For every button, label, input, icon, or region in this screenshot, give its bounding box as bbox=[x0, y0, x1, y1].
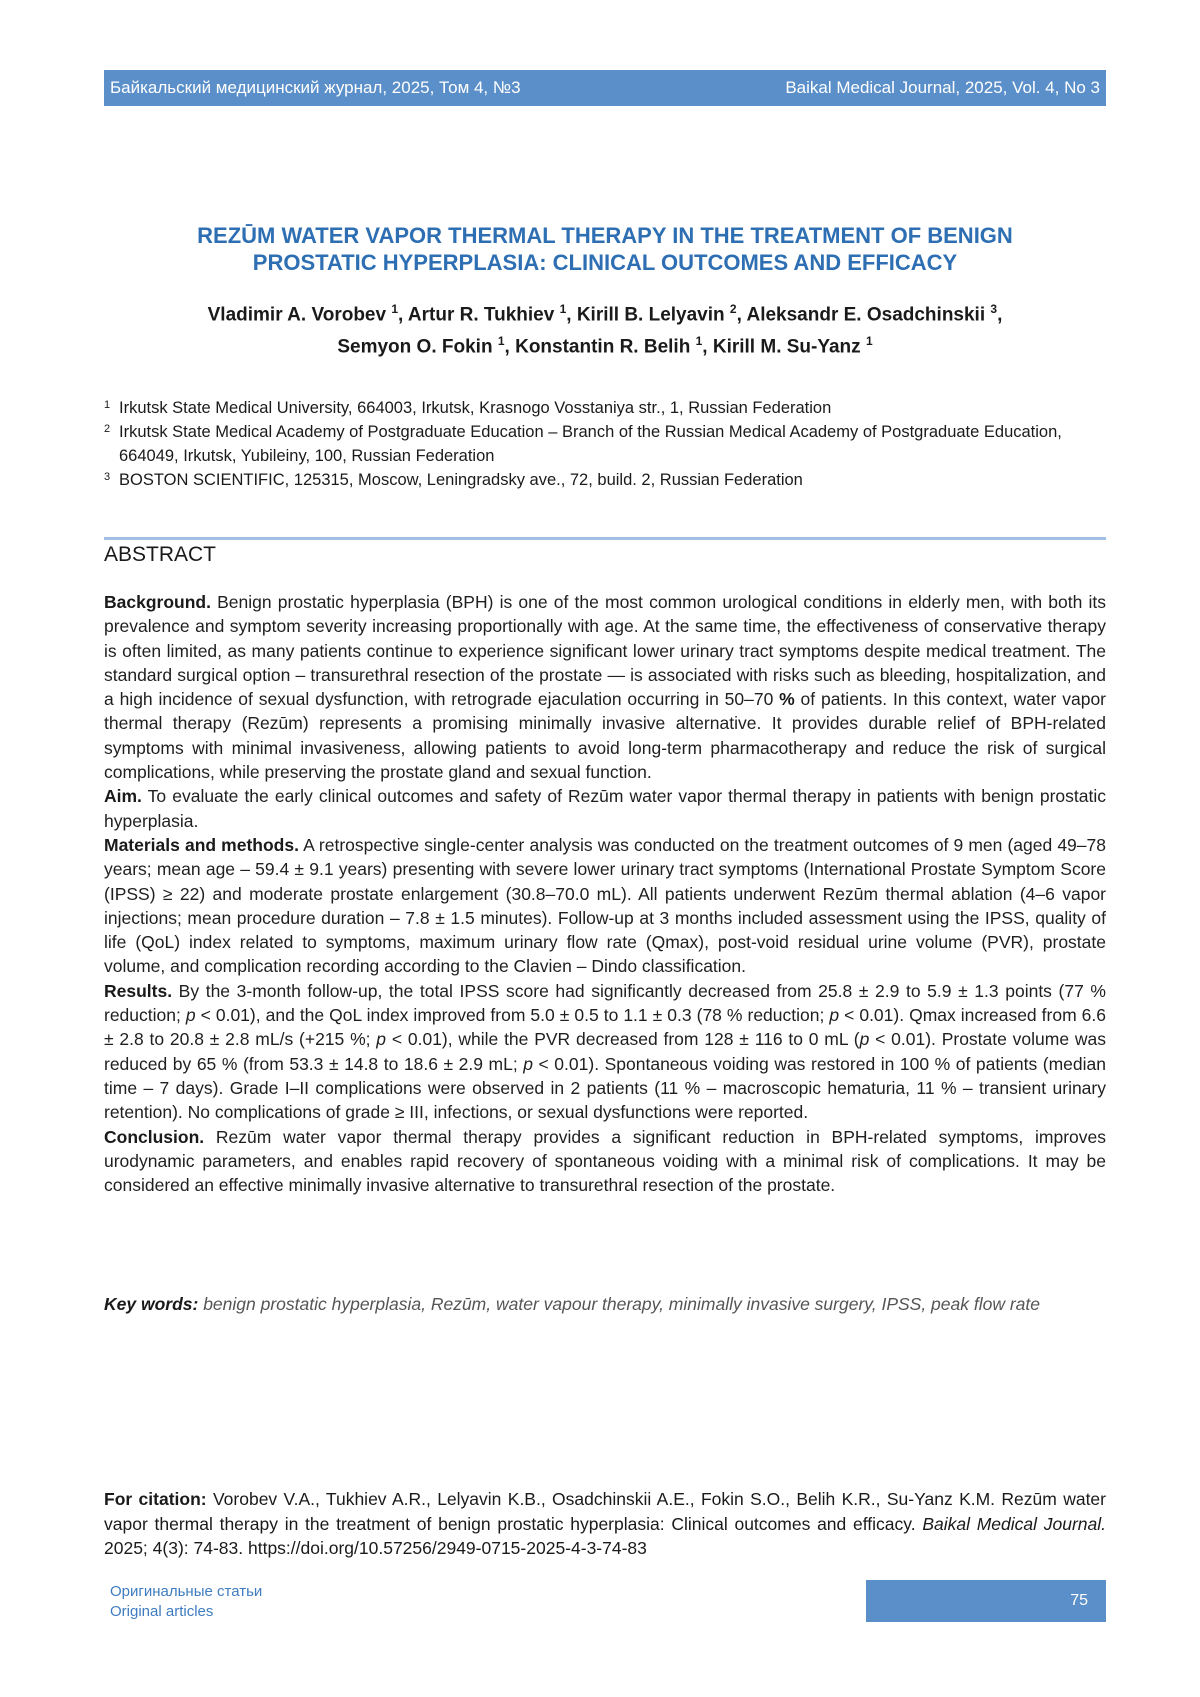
author-name: Kirill M. Su-Yanz bbox=[713, 337, 861, 358]
author-name: Semyon O. Fokin bbox=[337, 337, 492, 358]
article-title bbox=[104, 222, 1106, 276]
author-affil-sup: 1 bbox=[560, 302, 567, 316]
author-list bbox=[104, 296, 1106, 361]
abstract-aim: Aim. To evaluate the early clinical outcomes and safety of Rezūm water vapor thermal therapy in patients with benign prostatic hyperplasia. bbox=[104, 784, 1106, 833]
author-affil-sup: 1 bbox=[391, 302, 398, 316]
author-name: Artur R. Tukhiev bbox=[408, 304, 554, 325]
author-affil-sup: 1 bbox=[696, 334, 703, 348]
page-number: 75 bbox=[1070, 1592, 1088, 1610]
abstract-divider bbox=[104, 537, 1106, 540]
abstract-body bbox=[104, 590, 1106, 1197]
abstract-results: Results. By the 3-month follow-up, the total IPSS score had significantly decreased from 25.8 ± 2.9 to 5.9 ± 1.3 points (77 % reduction; p < 0.01), and the QoL index improved from 5.0 ± 0.5 to 1.1 ± 0.3 (78 % reduction; p < 0.01). Qmax increased from 6.6 ± 2.8 to 20.8 ± 2.8 mL/s (+215 %; p < 0.01), while the PVR decreased from 128 ± 116 to 0 mL (p < 0.01). Prostate volume was reduced by 65 % (from 53.3 ± 14.8 to 18.6 ± 2.9 mL; p < 0.01). Spontaneous void­ing was restored in 100 % of patients (median time – 7 days). Grade I–II complications were observed in 2 patients (11 % – macroscopic hematuria, 11 % – transient urinary retention). No complications of grade ≥ III, infections, or sexual dysfunctions were reported. bbox=[104, 979, 1106, 1125]
running-header bbox=[104, 70, 1106, 106]
abstract-background: Background. Benign prostatic hyperplasia (BPH) is one of the most common urological conditions in elderly men, with both its prevalence and symptom severity increasing proportionally with age. At the same time, the effectiveness of conservative therapy is often limited, as many patients continue to experience significant lower urinary tract symp­toms despite medical treatment. The standard surgical option – transurethral resection of the prostate — is associated with risks such as bleeding, hospitalization, and a high incidence of sexual dysfunction, with retrograde ejaculation occurring in 50–70 % of patients. In this context, water vapor thermal therapy (Rezūm) represents a promising minimally invasive alternative. It provides durable relief of BPH-related symptoms with minimal invasiveness, allowing patients to avoid long-term pharmacotherapy and reduce the risk of surgical complications, while preserving the prostate gland and sexual function. bbox=[104, 590, 1106, 784]
affiliation-text: Irkutsk State Medical Academy of Postgraduate Education – Branch of the Russian Medical Academy of Postgraduate Education, 664049, Irkutsk, Yubileiny, 100, Russian Federation bbox=[119, 420, 1106, 468]
title-line: REZŪM WATER VAPOR THERMAL THERAPY IN THE TREATMENT OF BENIGN bbox=[104, 222, 1106, 249]
author-name: Konstantin R. Belih bbox=[515, 337, 690, 358]
affiliation-number: 3 bbox=[104, 468, 119, 492]
affiliation-text: Irkutsk State Medical University, 664003, Irkutsk, Krasnogo Vosstaniya str., 1, Russian Federation bbox=[119, 396, 831, 420]
footer-section bbox=[110, 1582, 262, 1622]
author-name: Aleksandr E. Osadchinskii bbox=[746, 304, 985, 325]
citation: For citation: Vorobev V.A., Tukhiev A.R., Lelyavin K.B., Osadchinskii A.E., Fokin S.O., Belih K.R., Su-Yanz K.M. Rezūm water vapor thermal therapy in the treatment of benign prostatic hyperplasia: Clinical outcomes and effi­cacy. Baikal Medical Journal. 2025; 4(3): 74-83. https://doi.org/10.57256/2949-0715-2025-4-3-74-83 bbox=[104, 1487, 1106, 1561]
affiliation-number: 1 bbox=[104, 396, 119, 420]
author-name: Vladimir A. Vorobev bbox=[208, 304, 386, 325]
citation-label: For citation: bbox=[104, 1489, 207, 1509]
affiliation-number: 2 bbox=[104, 420, 119, 468]
section-label: Results. bbox=[104, 981, 172, 1001]
keywords bbox=[104, 1292, 1106, 1316]
title-line: PROSTATIC HYPERPLASIA: CLINICAL OUTCOMES AND EFFICACY bbox=[104, 249, 1106, 276]
abstract-conclusion: Conclusion. Rezūm water vapor thermal therapy provides a significant reduction in BPH-related symptoms, improves urodynamic parameters, and enables rapid recovery of spontaneous voiding with a minimal risk of complications. It may be considered an effective minimally invasive alternative to transurethral resection of the prostate. bbox=[104, 1125, 1106, 1198]
abstract-heading: ABSTRACT bbox=[104, 541, 216, 569]
author-affil-sup: 1 bbox=[498, 334, 505, 348]
citation-journal: Baikal Medical Journal. bbox=[922, 1514, 1106, 1534]
author-affil-sup: 1 bbox=[866, 334, 873, 348]
keywords-label: Key words: bbox=[104, 1294, 198, 1314]
section-label: Background. bbox=[104, 592, 211, 612]
page-number-box bbox=[866, 1580, 1106, 1622]
footer-section-ru: Оригинальные статьи bbox=[110, 1582, 262, 1602]
affiliation-text: BOSTON SCIENTIFIC, 125315, Moscow, Leningradsky ave., 72, build. 2, Russian Federation bbox=[119, 468, 803, 492]
author-line: Semyon O. Fokin 1, Konstantin R. Belih 1, Kirill M. Su-Yanz 1 bbox=[104, 328, 1106, 360]
author-affil-sup: 2 bbox=[730, 302, 737, 316]
author-affil-sup: 3 bbox=[990, 302, 997, 316]
abstract-methods: Materials and methods. A retrospective single-center analysis was conducted on the treatment outcomes of 9 men (aged 49–78 years; mean age – 59.4 ± 9.1 years) presenting with severe lower urinary tract symptoms (International Prostate Symptom Score (IPSS) ≥ 22) and moderate prostate enlargement (30.8–70.0 mL). All patients underwent Rezūm thermal ablation (4–6 vapor injections; mean procedure duration – 7.8 ± 1.5 minutes). Follow-up at 3 months included assessment using the IPSS, quality of life (QoL) index related to symptoms, maximum urinary flow rate (Qmax), post-void residual urine volume (PVR), prostate volume, and complication recording according to the Clavien – Dindo classification. bbox=[104, 833, 1106, 979]
author-line: Vladimir A. Vorobev 1, Artur R. Tukhiev 1, Kirill B. Lelyavin 2, Aleksandr E. Osadchinskii 3, bbox=[104, 296, 1106, 328]
footer-section-en: Original articles bbox=[110, 1602, 262, 1622]
author-name: Kirill B. Lelyavin bbox=[577, 304, 725, 325]
section-label: Aim. bbox=[104, 786, 142, 806]
section-label: Materials and methods. bbox=[104, 835, 299, 855]
affiliation-item bbox=[104, 396, 1106, 420]
section-label: Conclusion. bbox=[104, 1127, 204, 1147]
affiliation-item bbox=[104, 468, 1106, 492]
header-left-text: Байкальский медицинский журнал, 2025, Том 4, №3 bbox=[110, 78, 521, 98]
header-right-text: Baikal Medical Journal, 2025, Vol. 4, No 3 bbox=[785, 78, 1100, 98]
keywords-text: benign prostatic hyperplasia, Rezūm, water vapour therapy, minimally invasive surgery, IPSS, peak flow rate bbox=[198, 1294, 1040, 1314]
affiliations bbox=[104, 396, 1106, 492]
affiliation-item bbox=[104, 420, 1106, 468]
